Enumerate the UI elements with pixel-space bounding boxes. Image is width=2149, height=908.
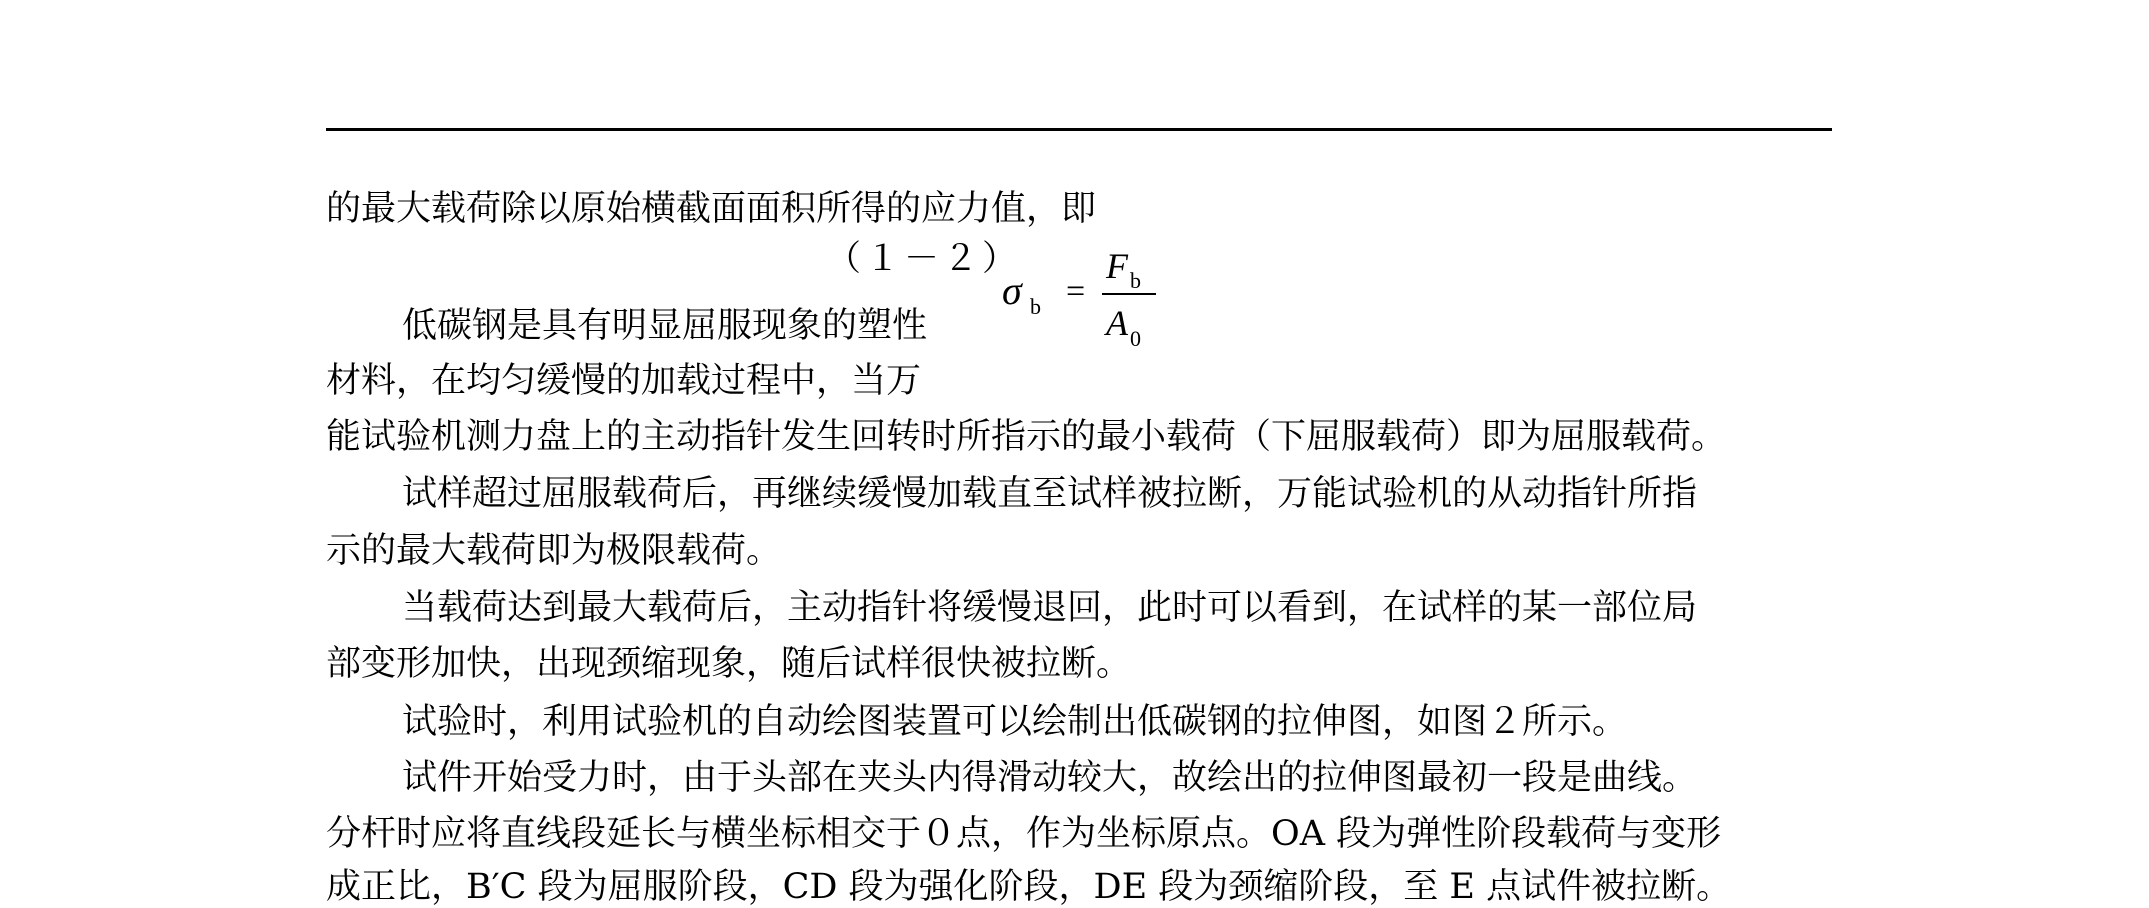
formula-sigma: σ xyxy=(1002,268,1022,313)
formula-tensile-strength xyxy=(1000,240,1170,356)
formula-denominator: A xyxy=(1106,303,1128,343)
text-line-2: 低碳钢是具有明显屈服现象的塑性 xyxy=(402,306,928,346)
text-line-1: 的最大载荷除以原始横截面面积所得的应力值，即 xyxy=(326,189,1097,229)
formula-equals: = xyxy=(1066,273,1086,310)
text-line-8: 部变形加快，出现颈缩现象，随后试样很快被拉断。 xyxy=(326,644,1132,684)
text-line-10: 试件开始受力时，由于头部在夹头内得滑动较大，故绘出的拉伸图最初一段是曲线。 xyxy=(402,758,1698,798)
formula-denominator-sub: 0 xyxy=(1130,326,1141,351)
formula-numerator-sub: b xyxy=(1130,268,1141,293)
text-line-11: 分杆时应将直线段延长与横坐标相交于０点，作为坐标原点。OA 段为弹性阶段载荷与变形 xyxy=(326,814,1722,854)
formula-sigma-sub: b xyxy=(1030,294,1041,319)
text-line-6: 示的最大载荷即为极限载荷。 xyxy=(326,531,782,571)
text-line-5: 试样超过屈服载荷后，再继续缓慢加载直至试样被拉断，万能试验机的从动指针所指 xyxy=(402,474,1698,514)
text-line-12: 成正比，B′C 段为屈服阶段，CD 段为强化阶段，DE 段为颈缩阶段，至 E 点试件被拉断。 xyxy=(326,867,1732,907)
text-line-3: 材料，在均匀缓慢的加载过程中，当万 xyxy=(326,361,922,401)
formula-numerator: F xyxy=(1106,246,1128,286)
text-line-9: 试验时，利用试验机的自动绘图装置可以绘制出低碳钢的拉伸图，如图２所示。 xyxy=(402,702,1628,742)
equation-number: （１－２） xyxy=(826,239,1022,279)
text-line-7: 当载荷达到最大载荷后，主动指针将缓慢退回，此时可以看到，在试样的某一部位局 xyxy=(402,588,1698,628)
text-line-4: 能试验机测力盘上的主动指针发生回转时所指示的最小载荷（下屈服载荷）即为屈服载荷。 xyxy=(326,417,1727,457)
header-rule xyxy=(326,128,1832,131)
